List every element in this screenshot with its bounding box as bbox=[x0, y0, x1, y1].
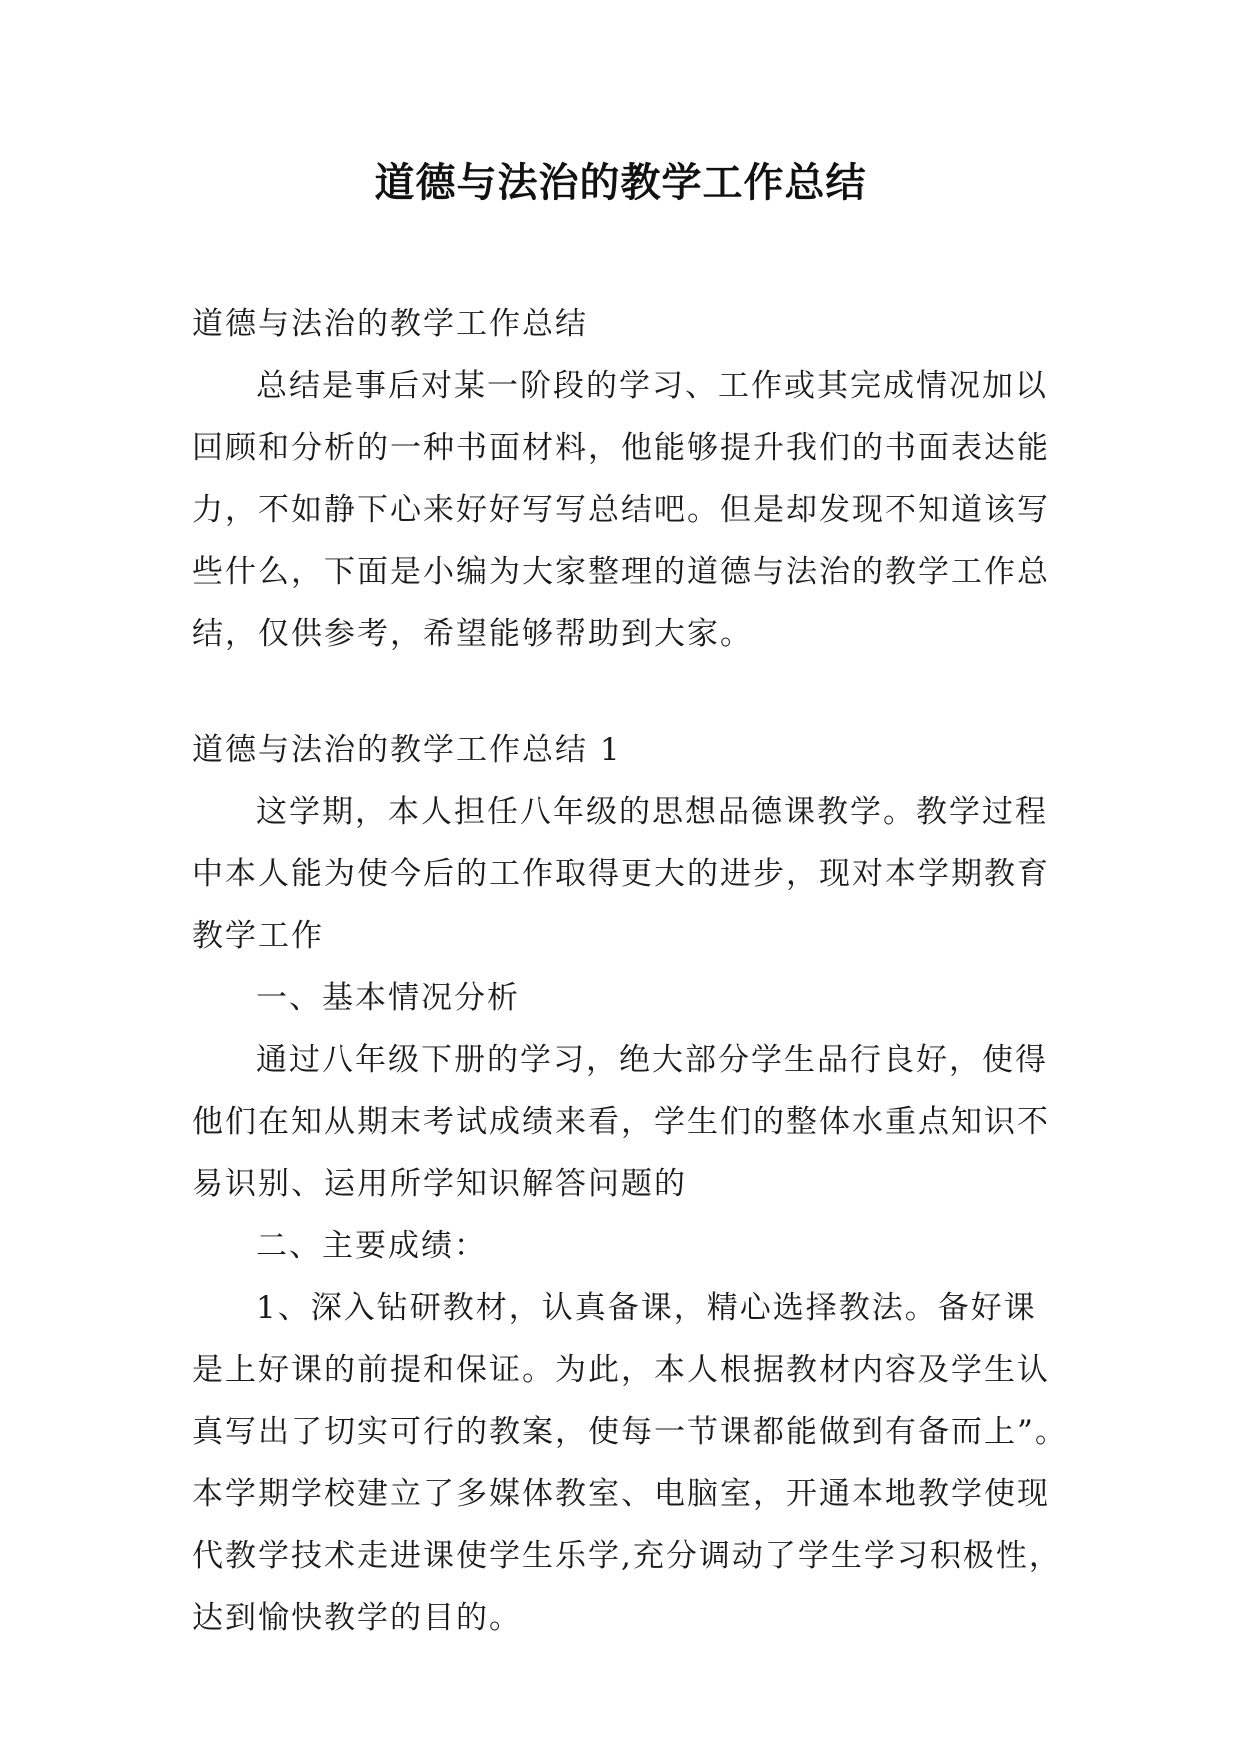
paragraph-line: 易识别、运用所学知识解答问题的 bbox=[192, 1166, 687, 1202]
subheading-main-achievements: 二、主要成绩： bbox=[256, 1228, 487, 1264]
document-title: 道德与法治的教学工作总结 bbox=[374, 160, 867, 206]
paragraph-line: 回顾和分析的一种书面材料，他能够提升我们的书面表达能 bbox=[192, 430, 1050, 466]
paragraph-line: 力，不如静下心来好好写写总结吧。但是却发现不知道该写 bbox=[192, 492, 1050, 528]
paragraph-line: 达到愉快教学的目的。 bbox=[192, 1600, 522, 1636]
paragraph-line: 他们在知从期末考试成绩来看，学生们的整体水重点知识不 bbox=[192, 1104, 1050, 1140]
paragraph-line: 代教学技术走进课使学生乐学,充分调动了学生学习积极性， bbox=[192, 1538, 1062, 1574]
paragraph-line: 1、深入钻研教材，认真备课，精心选择教法。备好课 bbox=[256, 1290, 1037, 1326]
document-body bbox=[192, 293, 1068, 1649]
subheading-basic-analysis: 一、基本情况分析 bbox=[256, 980, 520, 1016]
paragraph-line: 这学期，本人担任八年级的思想品德课教学。教学过程 bbox=[256, 794, 1048, 830]
paragraph-line: 本学期学校建立了多媒体教室、电脑室，开通本地教学使现 bbox=[192, 1476, 1050, 1512]
intro-heading: 道德与法治的教学工作总结 bbox=[192, 306, 588, 342]
paragraph-line: 中本人能为使今后的工作取得更大的进步，现对本学期教育 bbox=[192, 856, 1050, 892]
paragraph-line: 教学工作 bbox=[192, 918, 324, 954]
section-gap bbox=[192, 665, 1062, 719]
paragraph-line: 真写出了切实可行的教案，使每一节课都能做到有备而上”。 bbox=[192, 1414, 1068, 1450]
paragraph-line: 是上好课的前提和保证。为此，本人根据教材内容及学生认 bbox=[192, 1352, 1050, 1388]
paragraph-line: 通过八年级下册的学习，绝大部分学生品行良好，使得 bbox=[256, 1042, 1048, 1078]
paragraph-line: 些什么，下面是小编为大家整理的道德与法治的教学工作总 bbox=[192, 554, 1050, 590]
paragraph-line: 结，仅供参考，希望能够帮助到大家。 bbox=[192, 616, 753, 652]
section-heading: 道德与法治的教学工作总结 1 bbox=[192, 732, 622, 768]
paragraph-line: 总结是事后对某一阶段的学习、工作或其完成情况加以 bbox=[256, 368, 1048, 404]
